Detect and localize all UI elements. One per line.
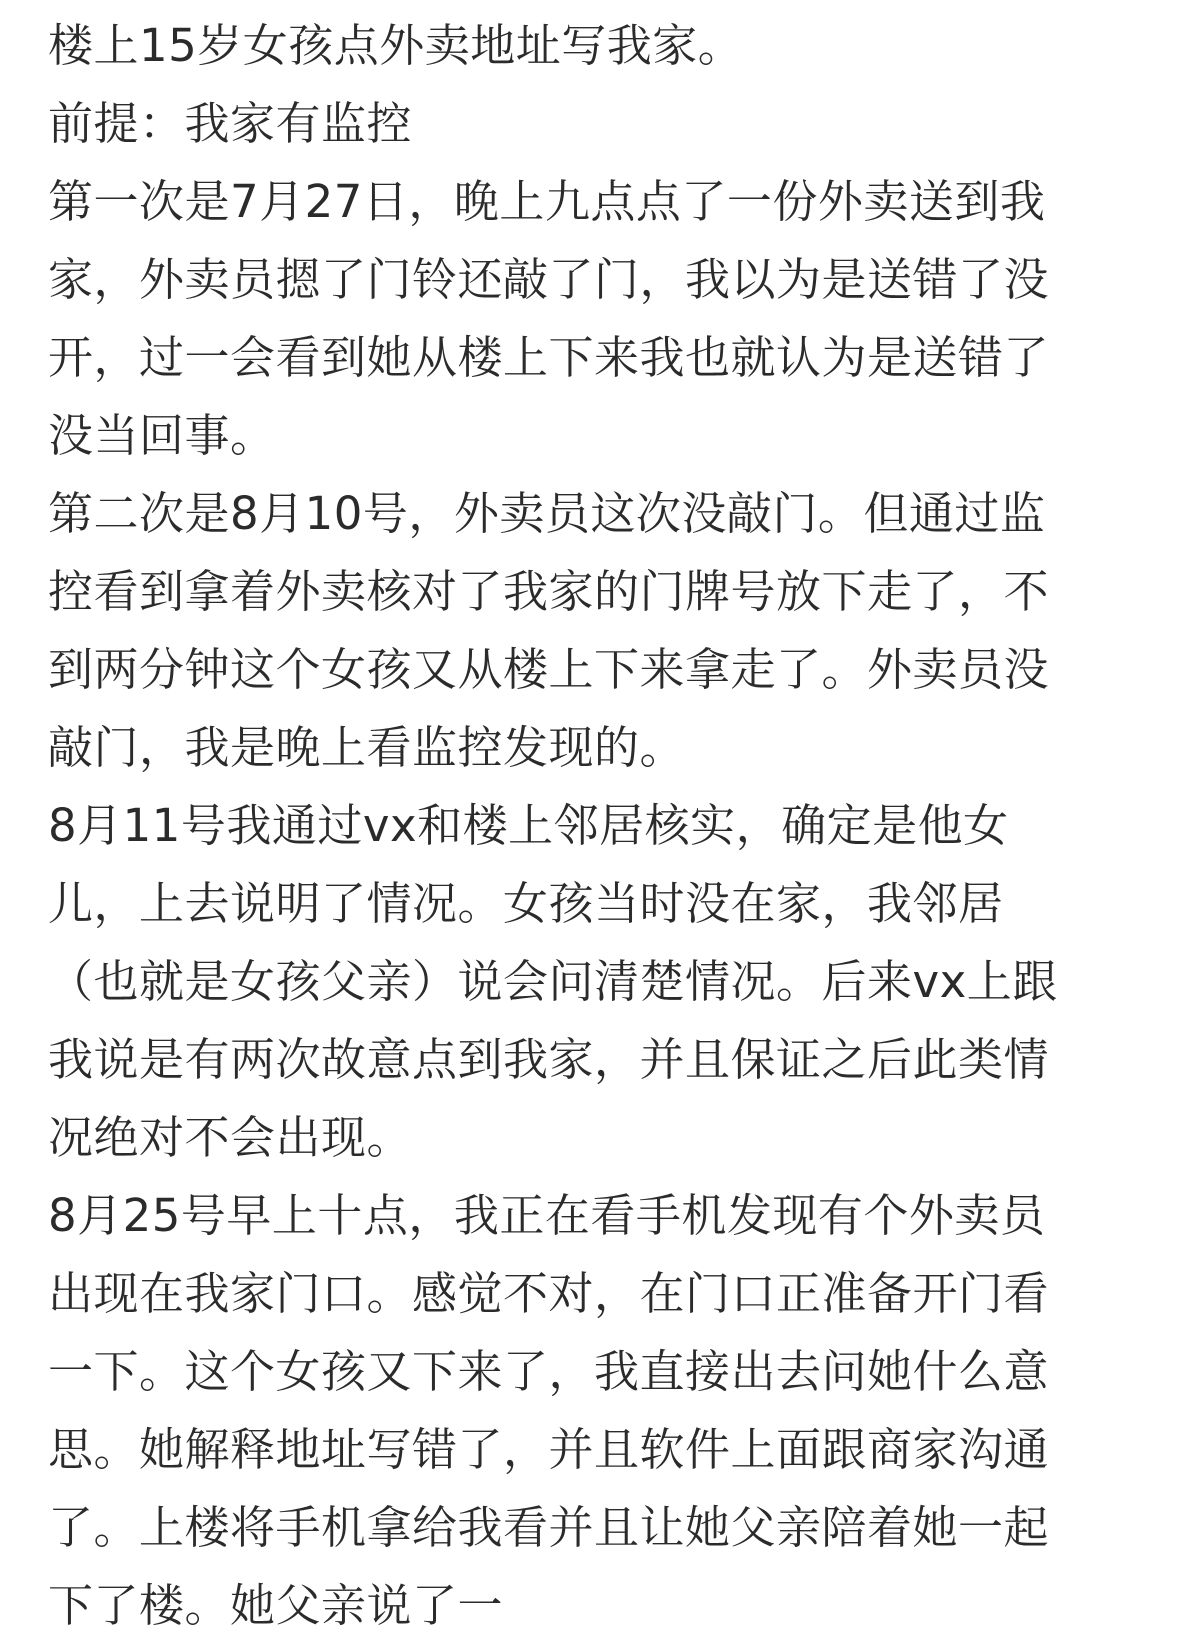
text-line: 一下。这个女孩又下来了，我直接出去问她什么意 xyxy=(48,1345,1050,1398)
text-line: 况绝对不会出现。 xyxy=(48,1111,413,1164)
text-line: 楼上15岁女孩点外卖地址写我家。 xyxy=(48,19,744,72)
text-line: 下了楼。她父亲说了一 xyxy=(48,1579,504,1632)
text-line: 敲门，我是晚上看监控发现的。 xyxy=(48,721,686,774)
text-line: 到两分钟这个女孩又从楼上下来拿走了。外卖员没 xyxy=(48,643,1050,696)
text-line: 思。她解释地址写错了，并且软件上面跟商家沟通 xyxy=(48,1423,1050,1476)
text-line: 第二次是8月10号，外卖员这次没敲门。但通过监 xyxy=(48,487,1046,540)
text-line: 前提：我家有监控 xyxy=(48,97,413,150)
text-line: 第一次是7月27日，晚上九点点了一份外卖送到我 xyxy=(48,175,1046,228)
text-line: 出现在我家门口。感觉不对，在门口正准备开门看 xyxy=(48,1267,1050,1320)
text-line: 没当回事。 xyxy=(48,409,276,462)
text-line: 家，外卖员摁了门铃还敲了门，我以为是送错了没 xyxy=(48,253,1050,306)
text-line: 儿，上去说明了情况。女孩当时没在家，我邻居 xyxy=(48,877,1004,930)
text-line: 8月25号早上十点，我正在看手机发现有个外卖员 xyxy=(48,1189,1046,1242)
text-line: （也就是女孩父亲）说会问清楚情况。后来vx上跟 xyxy=(48,955,1058,1008)
text-line: 开，过一会看到她从楼上下来我也就认为是送错了 xyxy=(48,331,1050,384)
text-line: 我说是有两次故意点到我家，并且保证之后此类情 xyxy=(48,1033,1050,1086)
post-body xyxy=(48,7,1138,1645)
text-line: 8月11号我通过vx和楼上邻居核实，确定是他女 xyxy=(48,799,1009,852)
text-line: 控看到拿着外卖核对了我家的门牌号放下走了，不 xyxy=(48,565,1050,618)
text-line: 了。上楼将手机拿给我看并且让她父亲陪着她一起 xyxy=(48,1501,1050,1554)
